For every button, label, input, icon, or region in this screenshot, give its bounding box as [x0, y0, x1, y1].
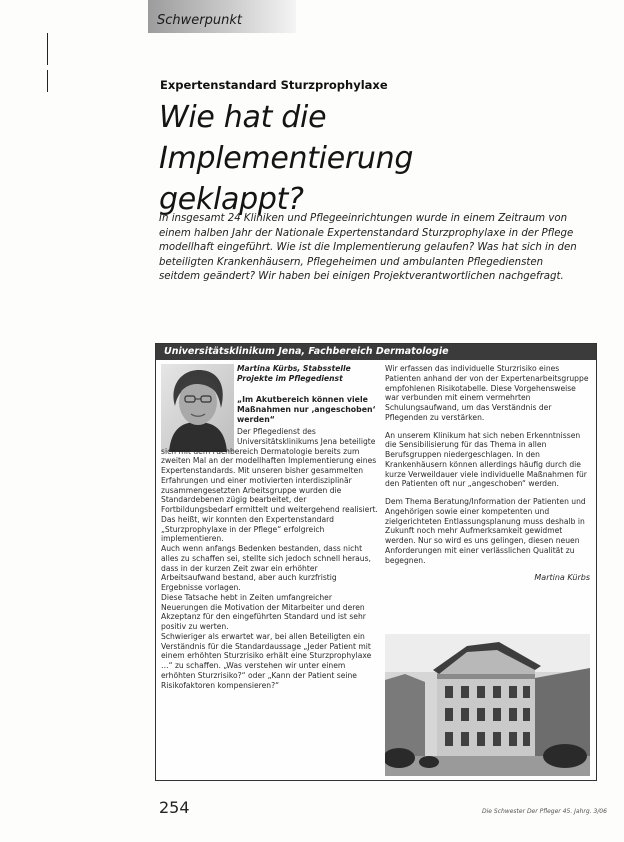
building-image — [385, 634, 590, 776]
margin-mark — [47, 70, 48, 92]
right-column — [385, 364, 590, 583]
article-title-line1: Wie hat die Implementierung — [159, 100, 414, 176]
footer-source: Die Schwester Der Pfleger 45. Jahrg. 3/06 — [482, 808, 607, 815]
article-lead: In insgesamt 24 Kliniken und Pflegeeinrichtungen wurde in einem Zeitraum von einem halben Jahr der Nationale Expertenstandard Sturzprophylaxe in der Pflege modellhaft eingeführt. Wie ist die Implementierung gelaufen? Was hat sich in den beteiligten Krankenhäusern, Pflegeheimen und ambulanten Pflegediensten seitdem geändert? Wir haben bei einigen Projektverantwortlichen nachgefragt. — [159, 213, 577, 282]
box-header-title: Universitätsklinikum Jena, Fachbereich Dermatologie — [164, 346, 449, 357]
body-paragraph: Dem Thema Beratung/Information der Patienten und Angehörigen sowie einer kompetenten und zielgerichteten Entlassungsplanung muss deshalb in Zukunft noch mehr Aufmerksamkeit gewidmet werden. Nur so wird es uns gelingen, diesen neuen Anforderungen mit einer verlässlichen Qualität zu begegnen. — [385, 497, 586, 565]
body-paragraph: Auch wenn anfangs Bedenken bestanden, dass nicht alles zu schaffen sei, stellte sich jedoch schnell heraus, dass in der kurzen Zeit zwar ein erhöhter Arbeitsaufwand bestand, aber auch kurzfristig Ergebnisse vorlagen. — [161, 544, 371, 592]
left-column — [161, 364, 379, 690]
body-paragraph: Diese Tatsache hebt in Zeiten umfangreicher Neuerungen die Motivation der Mitarbeiter und deren Akzeptanz für den eingeführten Standard und ist sehr positiv zu werten. — [161, 592, 366, 631]
body-paragraph: An unserem Klinikum hat sich neben Erkenntnissen die Sensibilisierung für das Thema in allen Berufsgruppen niedergeschlagen. In den Krankenhäusern können allerdings häufig durch die kurze Verweildauer viele individuelle Maßnahmen für den Patienten oft nur „angeschoben“ werden. — [385, 430, 587, 489]
body-paragraph: Schwieriger als erwartet war, bei allen Beteiligten ein Verständnis für die Standardaussage „Jeder Patient mit einem erhöhten Sturzrisiko erhält eine Sturzprophylaxe …“ zu schaffen. „Was verstehen wir unter einem erhöhten Sturzrisiko?“ oder „Kann der Patient seine Risikofaktoren kompensieren?“ — [161, 631, 372, 690]
author-byline: Martina Kürbs, Stabsstelle Projekte im Pflegedienst — [237, 364, 351, 383]
margin-mark — [47, 33, 48, 65]
page-number: 254 — [159, 798, 190, 817]
article-title — [159, 97, 579, 220]
article-title-line2: geklappt? — [159, 182, 304, 217]
intro-text: Der Pflegedienst des Universitätsklinikums Jena beteiligte — [237, 427, 376, 446]
body-paragraph: sich mit dem Fachbereich Dermatologie bereits zum zweiten Mal an der modellhaften Implementierung eines Expertenstandards. Mit unseren bisher gesammelten Erfahrungen und einer motivierten interdisziplinär zusammengesetzten Arbeitsgruppe wurden die Standardebenen zügig bearbeitet, der Fortbildungsbedarf ermittelt und weitergehend realisiert. Das heißt, wir konnten den Expertenstandard „Sturzprophylaxe in der Pflege“ erfolgreich implementieren. — [161, 446, 378, 544]
section-label: Schwerpunkt — [157, 13, 242, 28]
body-paragraph: Wir erfassen das individuelle Sturzrisiko eines Patienten anhand der von der Expertenarbeitsgruppe empfohlenen Risikotabelle. Diese Vorgehensweise war verbunden mit einem vermehrten Schulungsaufwand, um das Verständnis der Pflegenden zu verstärken. — [385, 364, 589, 422]
pull-quote: „Im Akutbereich können viele Maßnahmen nur ‚angeschoben‘ werden“ — [237, 395, 376, 424]
interview-box — [155, 343, 597, 781]
article-kicker: Expertenstandard Sturzprophylaxe — [160, 78, 388, 92]
author-signature: Martina Kürbs — [534, 573, 590, 583]
box-header — [156, 344, 596, 360]
hospital-building-photo — [385, 634, 590, 776]
